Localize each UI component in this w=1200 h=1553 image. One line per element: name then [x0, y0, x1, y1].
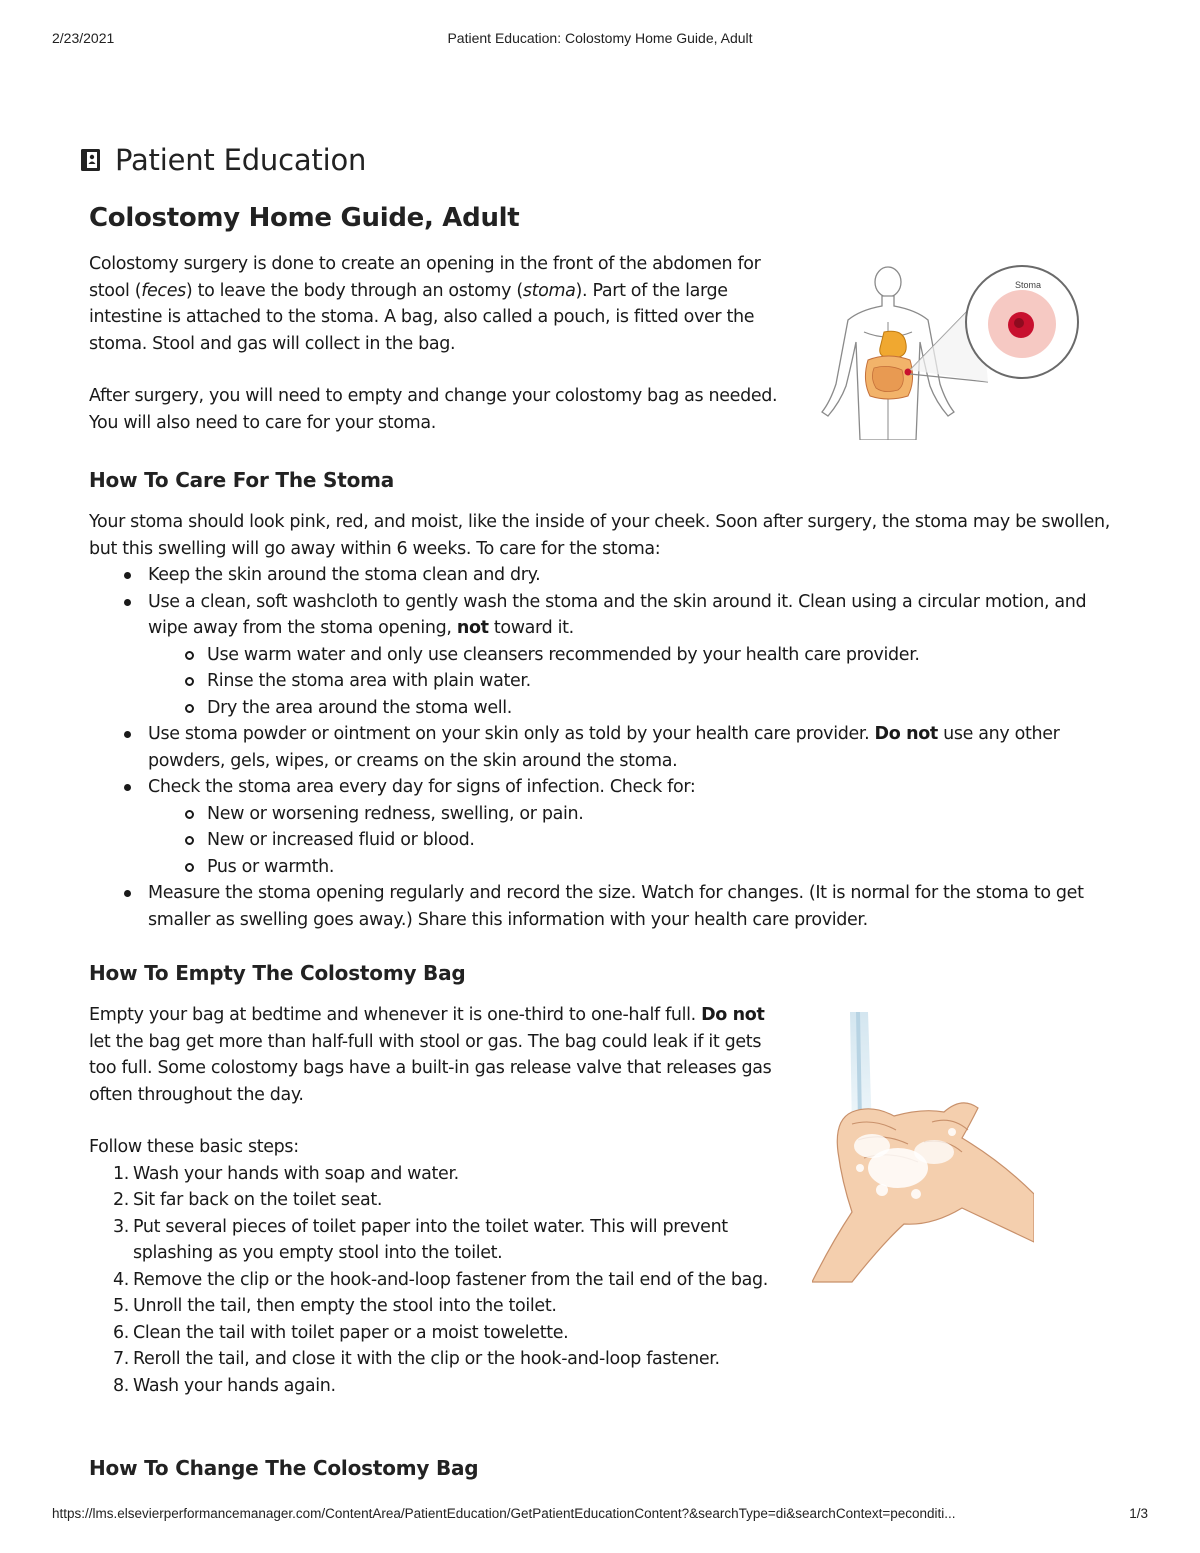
- stoma-callout-label: Stoma: [1015, 280, 1042, 290]
- brand-label: Patient Education: [115, 143, 367, 177]
- patient-education-book-icon: [79, 147, 103, 173]
- print-date: 2/23/2021: [52, 30, 115, 46]
- list-item: [113, 1346, 789, 1373]
- intro-section: [89, 251, 789, 462]
- page-number: 1/3: [1129, 1506, 1148, 1521]
- list-item: [113, 1187, 789, 1214]
- step-text: Put several pieces of toilet paper into the toilet water. This will prevent splashing as you empty stool into the toilet.: [133, 1216, 728, 1263]
- care-list: [89, 562, 1124, 933]
- text-run: Check the stoma area every day for signs of infection. Check for:: [148, 777, 696, 797]
- stoma-body-illustration: [812, 262, 1084, 440]
- list-item: New or increased fluid or blood.: [207, 827, 1124, 854]
- print-footer: [52, 1506, 1148, 1526]
- empty-heading: How To Empty The Colostomy Bag: [89, 961, 466, 985]
- term-feces: feces: [141, 280, 186, 301]
- document-title: Colostomy Home Guide, Adult: [89, 203, 520, 233]
- empty-section: [89, 1002, 789, 1399]
- term-stoma: stoma: [522, 280, 576, 301]
- care-intro: Your stoma should look pink, red, and moist, like the inside of your cheek. Soon after surgery, the stoma may be swollen, but this swelling will go away within 6 weeks. To care for the stoma:: [89, 512, 1111, 559]
- step-text: Wash your hands with soap and water.: [133, 1163, 459, 1184]
- brand-header: [79, 140, 366, 180]
- text-run: Colostomy surgery is done to create an opening in the front of the abdomen for stool (: [89, 254, 761, 301]
- step-text: Wash your hands again.: [133, 1375, 336, 1396]
- list-item: [113, 1373, 789, 1400]
- step-number: 5.: [113, 1296, 129, 1316]
- page-url: https://lms.elsevierperformancemanager.com/ContentArea/PatientEducation/GetPatientEducationContent?&searchType=di&searchContext=peconditi...: [52, 1506, 956, 1521]
- step-text: Sit far back on the toilet seat.: [133, 1190, 383, 1210]
- step-text: Clean the tail with toilet paper or a moist towelette.: [133, 1322, 569, 1343]
- print-page-title: Patient Education: Colostomy Home Guide, Adult: [447, 30, 753, 46]
- list-item: Dry the area around the stoma well.: [207, 695, 1124, 722]
- empty-paragraph: [89, 1002, 789, 1108]
- steps-intro: Follow these basic steps:: [89, 1137, 299, 1157]
- care-heading: How To Care For The Stoma: [89, 468, 395, 492]
- list-item: [113, 1161, 789, 1188]
- care-section: [89, 509, 1124, 933]
- emphasis: not: [456, 618, 489, 638]
- text-run: Empty your bag at bedtime and whenever it is one-third to one-half full.: [89, 1005, 702, 1025]
- list-item: [113, 1320, 789, 1347]
- step-number: 1.: [113, 1163, 129, 1184]
- list-item: Pus or warmth.: [207, 854, 1124, 881]
- intro-paragraph-1: [89, 251, 789, 357]
- step-number: 7.: [113, 1349, 129, 1369]
- text-run: ) to leave the body through an ostomy (: [185, 280, 523, 301]
- text-run: let the bag get more than half-full with stool or gas. The bag could leak if it gets too full. Some colostomy bags have a built-in gas release valve that releases gas often throughout the day.: [89, 1031, 772, 1105]
- handwashing-illustration: [812, 1012, 1034, 1294]
- list-item: [113, 1267, 789, 1294]
- step-text: Reroll the tail, and close it with the clip or the hook-and-loop fastener.: [133, 1349, 720, 1369]
- care-sublist: [148, 642, 1124, 722]
- text-run: Use a clean, soft washcloth to gently wash the stoma and the skin around it. Clean using a circular motion, and wipe away from the stoma opening,: [148, 591, 1087, 638]
- step-number: 2.: [113, 1190, 129, 1210]
- text-run: toward it.: [488, 618, 574, 638]
- print-header: [52, 30, 1148, 50]
- step-number: 6.: [113, 1322, 129, 1343]
- list-item: [148, 721, 1124, 774]
- text-run: Use stoma powder or ointment on your skin only as told by your health care provider.: [148, 724, 875, 744]
- list-item: [113, 1214, 789, 1267]
- step-text: Unroll the tail, then empty the stool into the toilet.: [133, 1296, 557, 1316]
- text-run: ). Part of the large intestine is attached to the stoma. A bag, also called a pouch, is fitted over the stoma. Stool and gas will collect in the bag.: [89, 280, 755, 354]
- step-number: 8.: [113, 1375, 129, 1396]
- step-number: 3.: [113, 1216, 129, 1237]
- change-heading: How To Change The Colostomy Bag: [89, 1456, 479, 1480]
- step-text: Remove the clip or the hook-and-loop fastener from the tail end of the bag.: [133, 1269, 768, 1290]
- empty-steps-list: [89, 1161, 789, 1400]
- step-number: 4.: [113, 1269, 129, 1290]
- list-item: [148, 589, 1124, 722]
- infection-signs-sublist: [148, 801, 1124, 881]
- list-item: Keep the skin around the stoma clean and dry.: [148, 562, 1124, 589]
- list-item: [113, 1293, 789, 1320]
- list-item: Use warm water and only use cleansers recommended by your health care provider.: [207, 642, 1124, 669]
- emphasis: Do not: [874, 724, 938, 744]
- list-item: Measure the stoma opening regularly and record the size. Watch for changes. (It is normal for the stoma to get smaller as swelling goes away.) Share this information with your health care provider.: [148, 880, 1124, 933]
- emphasis: Do not: [701, 1005, 765, 1025]
- intro-paragraph-2: After surgery, you will need to empty and change your colostomy bag as needed. You will also need to care for your stoma.: [89, 386, 778, 433]
- list-item: [148, 774, 1124, 880]
- list-item: Rinse the stoma area with plain water.: [207, 668, 1124, 695]
- list-item: New or worsening redness, swelling, or pain.: [207, 801, 1124, 828]
- text-run: use any other powders, gels, wipes, or creams on the skin around the stoma.: [148, 724, 1060, 771]
